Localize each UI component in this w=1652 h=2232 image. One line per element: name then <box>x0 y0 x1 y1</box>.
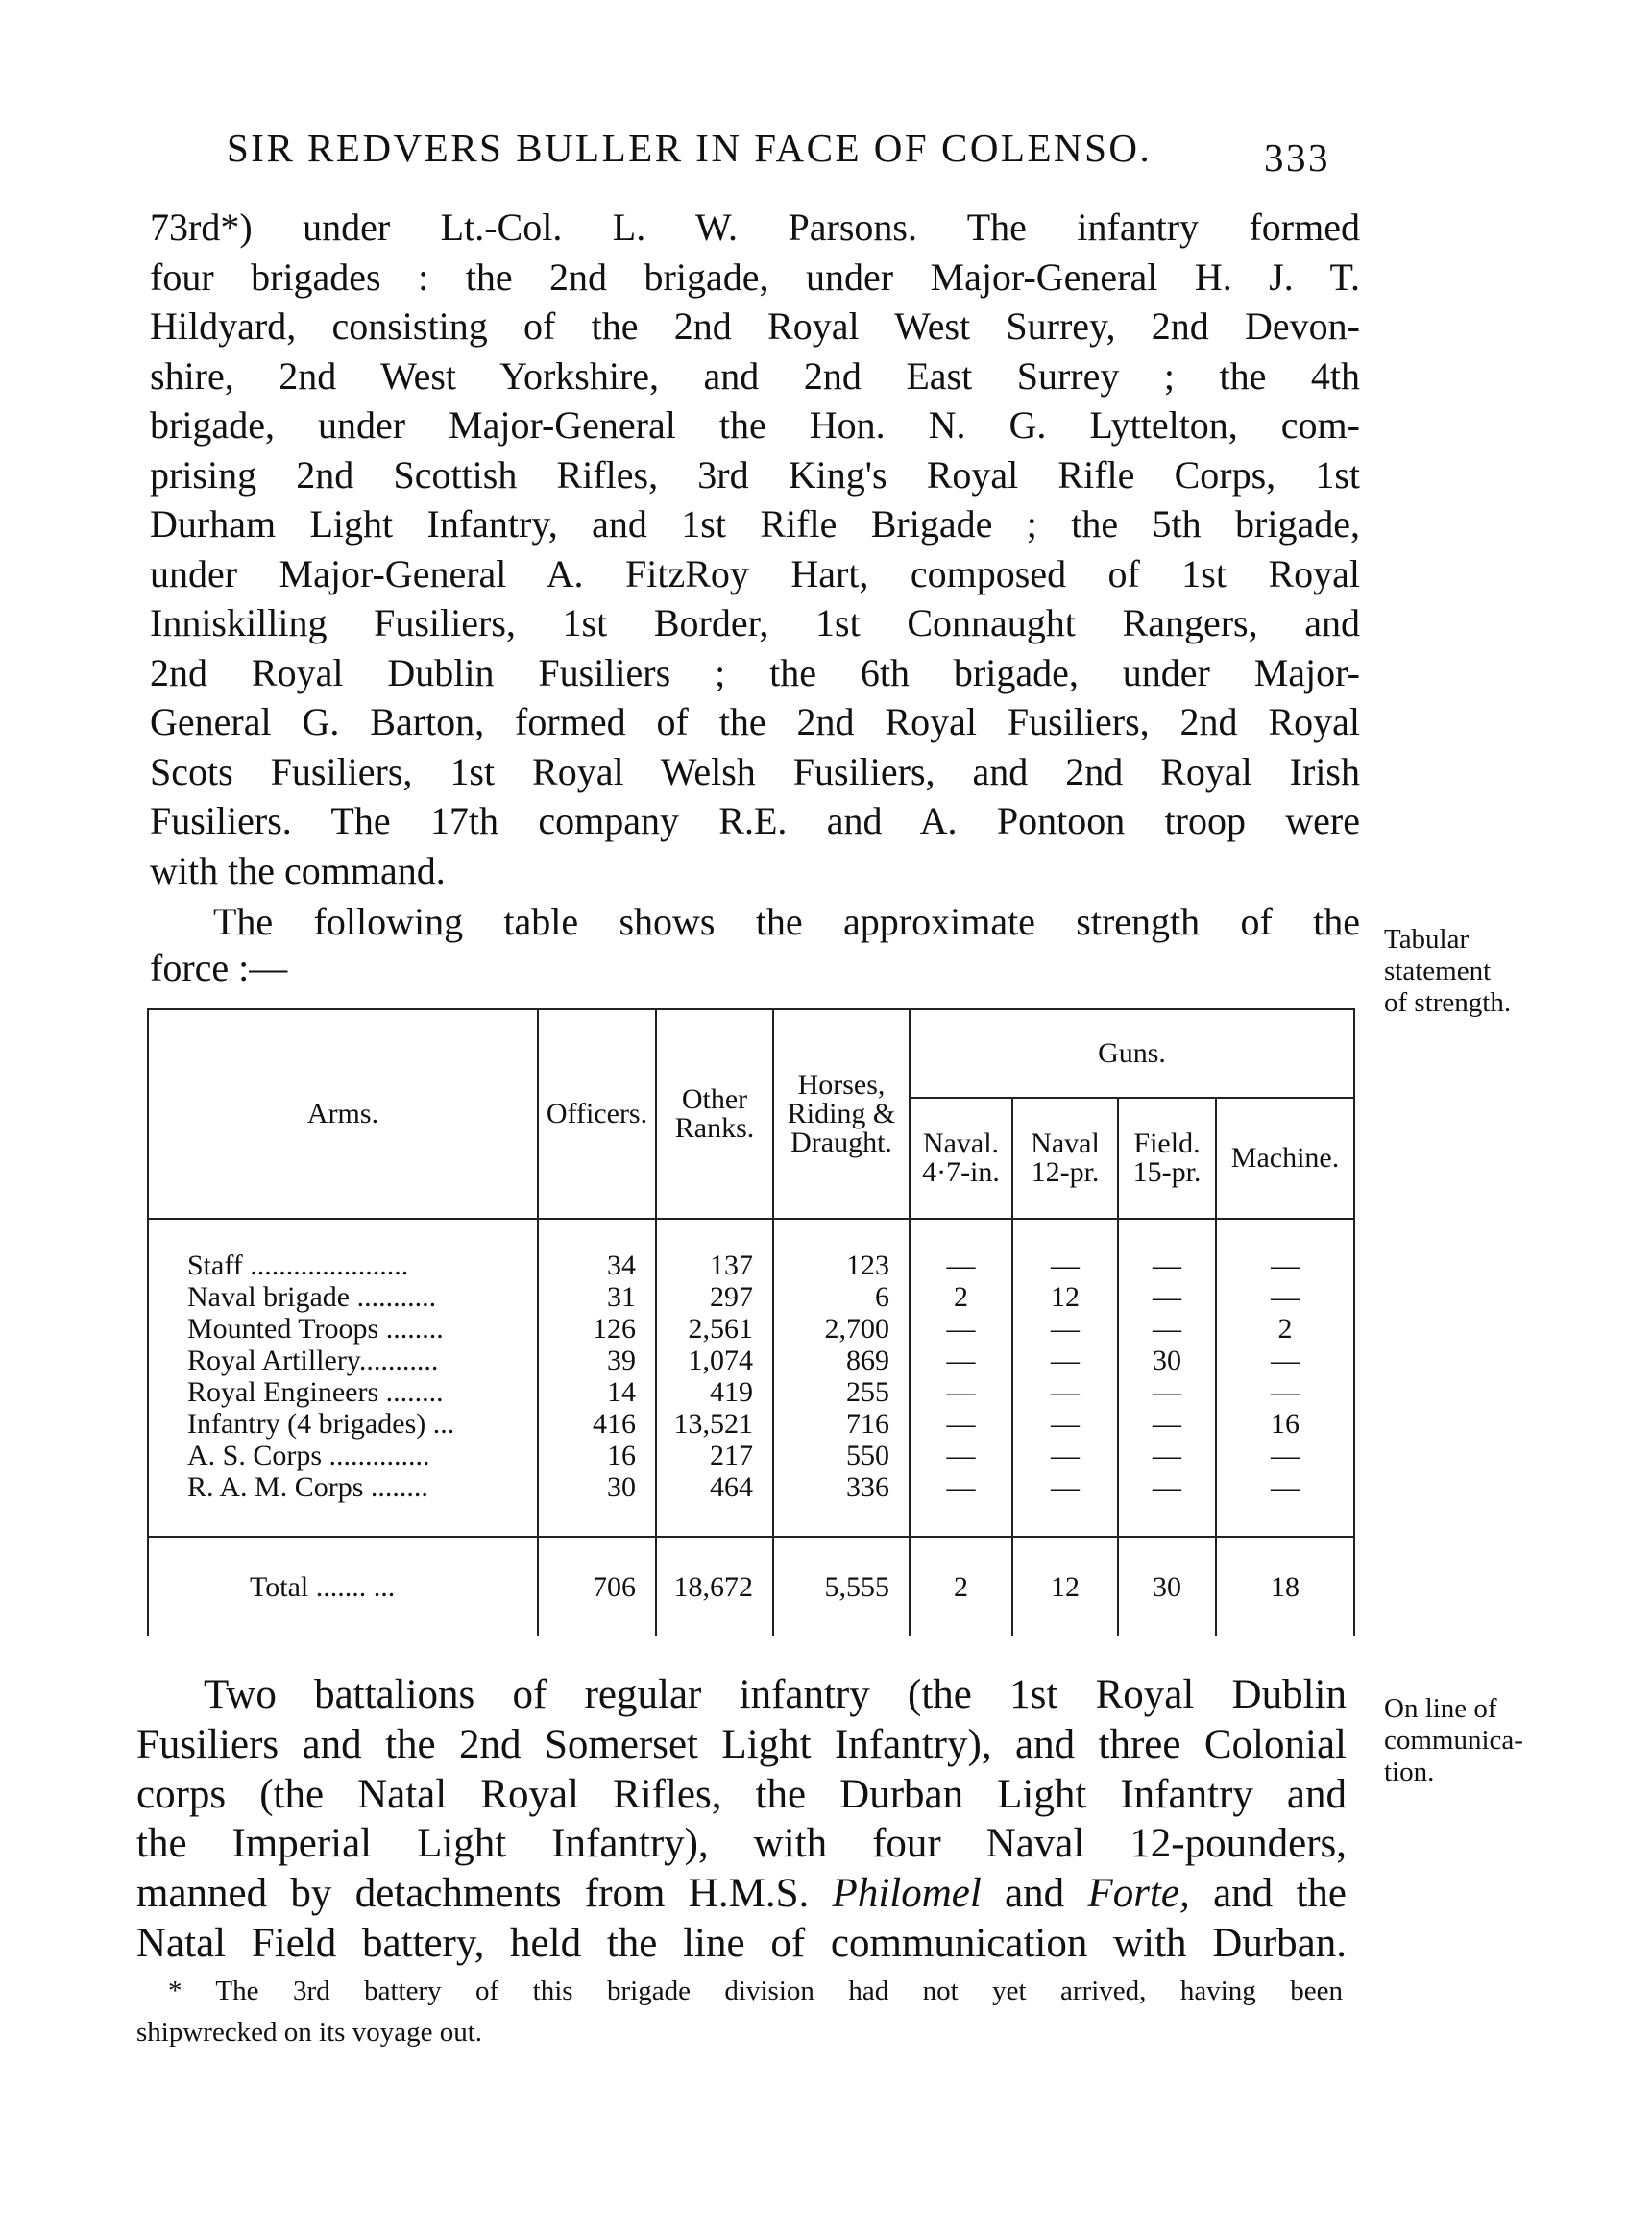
spacer-cell <box>538 1503 656 1537</box>
cell: — <box>910 1376 1012 1408</box>
ship-name: Philomel <box>832 1871 982 1916</box>
cell: — <box>1012 1345 1118 1376</box>
note-line: statement <box>1384 956 1492 986</box>
cell: — <box>1118 1376 1216 1408</box>
paragraph-line: the Imperial Light Infantry), with four Naval 12-pounders, <box>136 1821 1347 1866</box>
cell: 297 <box>656 1281 773 1313</box>
spacer-cell <box>656 1219 773 1249</box>
spacer-cell <box>148 1219 538 1249</box>
cell: — <box>1012 1313 1118 1345</box>
table-row <box>148 1313 1354 1345</box>
header-horses: Horses, Riding & Draught. <box>773 1009 910 1219</box>
spacer-cell <box>910 1503 1012 1537</box>
cell: 550 <box>773 1440 910 1471</box>
body-line: under Major-General A. FitzRoy Hart, composed of 1st Royal <box>150 551 1360 595</box>
header-field-15: Field. 15-pr. <box>1118 1098 1216 1219</box>
body-line: prising 2nd Scottish Rifles, 3rd King's Royal Rifle Corps, 1st <box>150 452 1360 497</box>
paragraph-line: Fusiliers and the 2nd Somerset Light Infantry), and three Colonial <box>136 1722 1347 1767</box>
spacer-cell <box>910 1219 1012 1249</box>
row-label: Naval brigade ........... <box>148 1281 538 1313</box>
cell: 18,672 <box>656 1537 773 1636</box>
cell: — <box>910 1249 1012 1281</box>
table-row <box>148 1440 1354 1471</box>
running-header: SIR REDVERS BULLER IN FACE OF COLENSO. <box>227 126 1153 170</box>
cell: 12 <box>1012 1281 1118 1313</box>
paragraph-line <box>136 1869 1347 1919</box>
cell: 126 <box>538 1313 656 1345</box>
margin-note-communication <box>1384 1693 1523 1788</box>
cell: 12 <box>1012 1537 1118 1636</box>
cell: 2 <box>910 1537 1012 1636</box>
footnote-line: * The 3rd battery of this brigade division had not yet arrived, having been <box>168 1976 1343 2006</box>
spacer-cell <box>1216 1503 1354 1537</box>
cell: — <box>910 1345 1012 1376</box>
text-run: and <box>981 1871 1088 1916</box>
cell: — <box>1118 1408 1216 1440</box>
row-label: Royal Artillery........... <box>148 1345 538 1376</box>
row-label: Total ....... ... <box>148 1537 538 1636</box>
note-line: On line of <box>1384 1693 1497 1724</box>
spacer-row <box>148 1503 1354 1537</box>
table-row <box>148 1376 1354 1408</box>
cell: 2 <box>1216 1313 1354 1345</box>
body-line: four brigades : the 2nd brigade, under Major-General H. J. T. <box>150 255 1360 299</box>
note-line: Tabular <box>1384 924 1470 955</box>
header-other-ranks: Other Ranks. <box>656 1009 773 1219</box>
body-line: Fusiliers. The 17th company R.E. and A. Pontoon troop were <box>150 799 1360 842</box>
cell: 464 <box>656 1471 773 1503</box>
note-line: communica- <box>1384 1725 1523 1756</box>
body-line: Durham Light Infantry, and 1st Rifle Brigade ; the 5th brigade, <box>150 502 1360 546</box>
cell: — <box>1012 1408 1118 1440</box>
body-line: force :— <box>150 946 288 989</box>
header-guns: Guns. <box>910 1009 1354 1098</box>
cell: 2 <box>910 1281 1012 1313</box>
cell: 255 <box>773 1376 910 1408</box>
page-number: 333 <box>1264 135 1330 180</box>
row-label: A. S. Corps .............. <box>148 1440 538 1471</box>
cell: 706 <box>538 1537 656 1636</box>
cell: — <box>1012 1376 1118 1408</box>
cell: 31 <box>538 1281 656 1313</box>
cell: — <box>1216 1345 1354 1376</box>
cell: 869 <box>773 1345 910 1376</box>
cell: 1,074 <box>656 1345 773 1376</box>
cell: 6 <box>773 1281 910 1313</box>
cell: — <box>1216 1471 1354 1503</box>
cell: — <box>1118 1471 1216 1503</box>
cell: 5,555 <box>773 1537 910 1636</box>
cell: — <box>1216 1376 1354 1408</box>
cell: — <box>1216 1249 1354 1281</box>
cell: 39 <box>538 1345 656 1376</box>
footnote-line: shipwrecked on its voyage out. <box>136 2017 483 2048</box>
paragraph-line: Natal Field battery, held the line of communication with Durban. <box>136 1921 1347 1966</box>
cell: — <box>1118 1249 1216 1281</box>
body-line: brigade, under Major-General the Hon. N. G. Lyttelton, com- <box>150 403 1360 447</box>
spacer-cell <box>148 1503 538 1537</box>
cell: 34 <box>538 1249 656 1281</box>
cell: — <box>910 1313 1012 1345</box>
body-line: 2nd Royal Dublin Fusiliers ; the 6th brigade, under Major- <box>150 650 1360 694</box>
cell: — <box>1118 1281 1216 1313</box>
cell: 30 <box>1118 1537 1216 1636</box>
spacer-cell <box>773 1219 910 1249</box>
margin-note-tabular <box>1384 924 1511 1019</box>
spacer-cell <box>1216 1219 1354 1249</box>
row-label: Royal Engineers ........ <box>148 1376 538 1408</box>
text-run: manned by detachments from H.M.S. <box>136 1871 833 1916</box>
cell: — <box>910 1408 1012 1440</box>
header-arms: Arms. <box>148 1009 538 1219</box>
row-label: R. A. M. Corps ........ <box>148 1471 538 1503</box>
body-line: shire, 2nd West Yorkshire, and 2nd East Surrey ; the 4th <box>150 353 1360 398</box>
table-row <box>148 1408 1354 1440</box>
table-row <box>148 1281 1354 1313</box>
spacer-cell <box>773 1503 910 1537</box>
row-label: Infantry (4 brigades) ... <box>148 1408 538 1440</box>
header-naval-47: Naval. 4·7-in. <box>910 1098 1012 1219</box>
body-line: The following table shows the approximate strength of the <box>213 900 1360 943</box>
cell: 18 <box>1216 1537 1354 1636</box>
cell: — <box>1012 1440 1118 1471</box>
cell: — <box>1012 1249 1118 1281</box>
spacer-cell <box>538 1219 656 1249</box>
strength-table <box>147 1008 1355 1636</box>
cell: — <box>1216 1281 1354 1313</box>
cell: — <box>1216 1440 1354 1471</box>
spacer-cell <box>656 1503 773 1537</box>
cell: — <box>1012 1471 1118 1503</box>
body-line: 73rd*) under Lt.-Col. L. W. Parsons. The infantry formed <box>150 206 1360 249</box>
note-line: tion. <box>1384 1757 1435 1787</box>
cell: — <box>910 1471 1012 1503</box>
header-machine: Machine. <box>1216 1098 1354 1219</box>
cell: 419 <box>656 1376 773 1408</box>
paragraph-line: corps (the Natal Royal Rifles, the Durban Light Infantry and <box>136 1772 1347 1817</box>
spacer-cell <box>1118 1219 1216 1249</box>
header-officers: Officers. <box>538 1009 656 1219</box>
body-line: with the command. <box>150 848 446 892</box>
row-label: Mounted Troops ........ <box>148 1313 538 1345</box>
cell: — <box>1118 1313 1216 1345</box>
cell: 14 <box>538 1376 656 1408</box>
spacer-cell <box>1012 1219 1118 1249</box>
total-row <box>148 1537 1354 1636</box>
cell: 30 <box>538 1471 656 1503</box>
row-label: Staff ...................... <box>148 1249 538 1281</box>
cell: — <box>910 1440 1012 1471</box>
body-line: Scots Fusiliers, 1st Royal Welsh Fusiliers, and 2nd Royal Irish <box>150 749 1360 793</box>
cell: 2,700 <box>773 1313 910 1345</box>
spacer-row <box>148 1219 1354 1249</box>
cell: 336 <box>773 1471 910 1503</box>
cell: 716 <box>773 1408 910 1440</box>
cell: — <box>1118 1440 1216 1471</box>
ship-name: Forte, <box>1087 1871 1190 1916</box>
cell: 123 <box>773 1249 910 1281</box>
table-row <box>148 1345 1354 1376</box>
table-row <box>148 1249 1354 1281</box>
note-line: of strength. <box>1384 987 1512 1018</box>
text-run: and the <box>1189 1871 1347 1916</box>
cell: 13,521 <box>656 1408 773 1440</box>
body-line: Hildyard, consisting of the 2nd Royal West Surrey, 2nd Devon- <box>150 304 1360 348</box>
body-line: General G. Barton, formed of the 2nd Royal Fusiliers, 2nd Royal <box>150 700 1360 743</box>
cell: 137 <box>656 1249 773 1281</box>
table-row <box>148 1471 1354 1503</box>
cell: 30 <box>1118 1345 1216 1376</box>
cell: 416 <box>538 1408 656 1440</box>
cell: 16 <box>1216 1408 1354 1440</box>
cell: 2,561 <box>656 1313 773 1345</box>
cell: 217 <box>656 1440 773 1471</box>
cell: 16 <box>538 1440 656 1471</box>
header-naval-12: Naval 12-pr. <box>1012 1098 1118 1219</box>
body-line: Inniskilling Fusiliers, 1st Border, 1st Connaught Rangers, and <box>150 601 1360 644</box>
spacer-cell <box>1118 1503 1216 1537</box>
paragraph-line: Two battalions of regular infantry (the 1st Royal Dublin <box>204 1672 1347 1717</box>
spacer-cell <box>1012 1503 1118 1537</box>
